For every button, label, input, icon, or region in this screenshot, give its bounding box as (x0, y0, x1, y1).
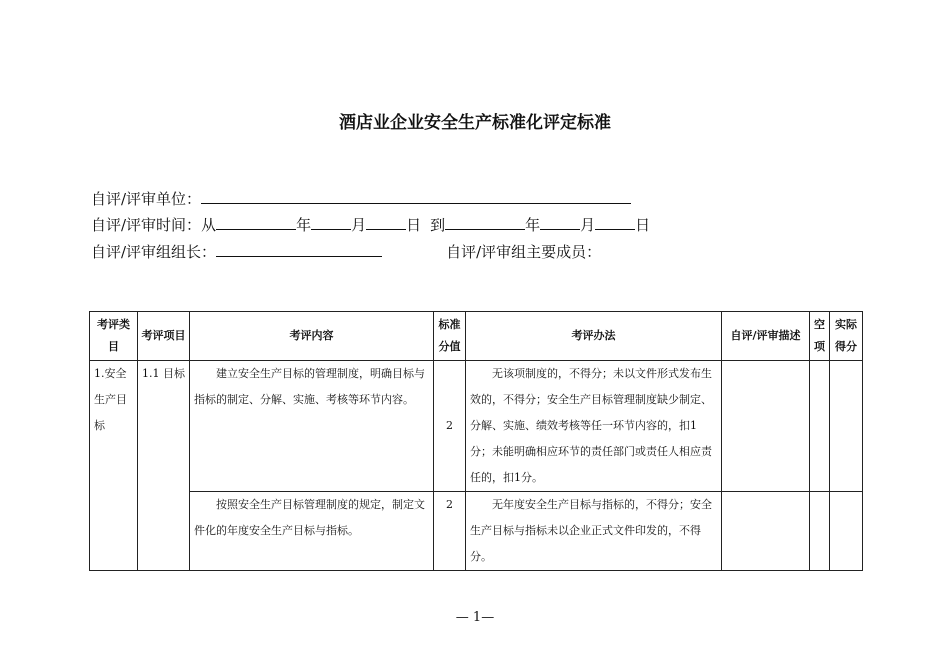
header-self-eval: 自评/评审描述 (722, 312, 810, 361)
unit-blank (201, 189, 631, 204)
score-cell: 2 (434, 492, 466, 571)
content-cell: 建立安全生产目标的管理制度，明确目标与指标的制定、分解、实施、考核等环节内容。 (190, 361, 434, 492)
to-month-blank (540, 215, 580, 230)
header-actual: 实际得分 (830, 312, 863, 361)
document-title: 酒店业企业安全生产标准化评定标准 (339, 113, 611, 133)
time-from: 从 (201, 216, 217, 234)
empty-cell (810, 492, 830, 571)
to-day-unit: 日 (635, 216, 651, 234)
item-cell: 1.1 目标 (138, 361, 190, 571)
time-to: 到 (430, 216, 446, 234)
header-empty: 空项 (810, 312, 830, 361)
score-cell: 2 (434, 361, 466, 492)
actual-score-cell (830, 492, 863, 571)
table-row (90, 361, 863, 492)
leader-blank (216, 242, 382, 257)
unit-label: 自评/评审单位： (91, 190, 202, 208)
leader-label: 自评/评审组组长： (91, 243, 217, 261)
to-day-blank (595, 215, 635, 230)
to-month-unit: 月 (580, 216, 596, 234)
self-eval-cell (722, 361, 810, 492)
self-eval-cell (722, 492, 810, 571)
header-content: 考评内容 (190, 312, 434, 361)
header-score: 标准分值 (434, 312, 466, 361)
method-cell: 无年度安全生产目标与指标的，不得分；安全生产目标与指标未以企业正式文件印发的，不得分。 (466, 492, 722, 571)
from-year-blank (216, 215, 296, 230)
members-label: 自评/评审组主要成员： (446, 243, 602, 261)
page-number: — 1— (455, 610, 495, 625)
evaluation-table (89, 311, 863, 571)
table-row (90, 492, 863, 571)
method-cell: 无该项制度的，不得分；未以文件形式发布生效的，不得分；安全生产目标管理制度缺少制定、分解、实施、绩效考核等任一环节内容的，扣1分；未能明确相应环节的责任部门或责任人相应责任的，扣1分。 (466, 361, 722, 492)
from-month-unit: 月 (351, 216, 367, 234)
header-category: 考评类目 (90, 312, 138, 361)
from-year-unit: 年 (296, 216, 312, 234)
category-cell: 1.安全生产目标 (90, 361, 138, 571)
unit-line (91, 188, 631, 209)
to-year-blank (445, 215, 525, 230)
actual-score-cell (830, 361, 863, 492)
leader-line (91, 241, 601, 262)
from-month-blank (311, 215, 351, 230)
from-day-blank (366, 215, 406, 230)
header-item: 考评项目 (138, 312, 190, 361)
to-year-unit: 年 (525, 216, 541, 234)
time-label: 自评/评审时间： (91, 216, 202, 234)
from-day-unit: 日 (406, 216, 422, 234)
content-cell: 按照安全生产目标管理制度的规定，制定文件化的年度安全生产目标与指标。 (190, 492, 434, 571)
header-method: 考评办法 (466, 312, 722, 361)
table-header-row (90, 312, 863, 361)
empty-cell (810, 361, 830, 492)
time-line (91, 214, 650, 235)
